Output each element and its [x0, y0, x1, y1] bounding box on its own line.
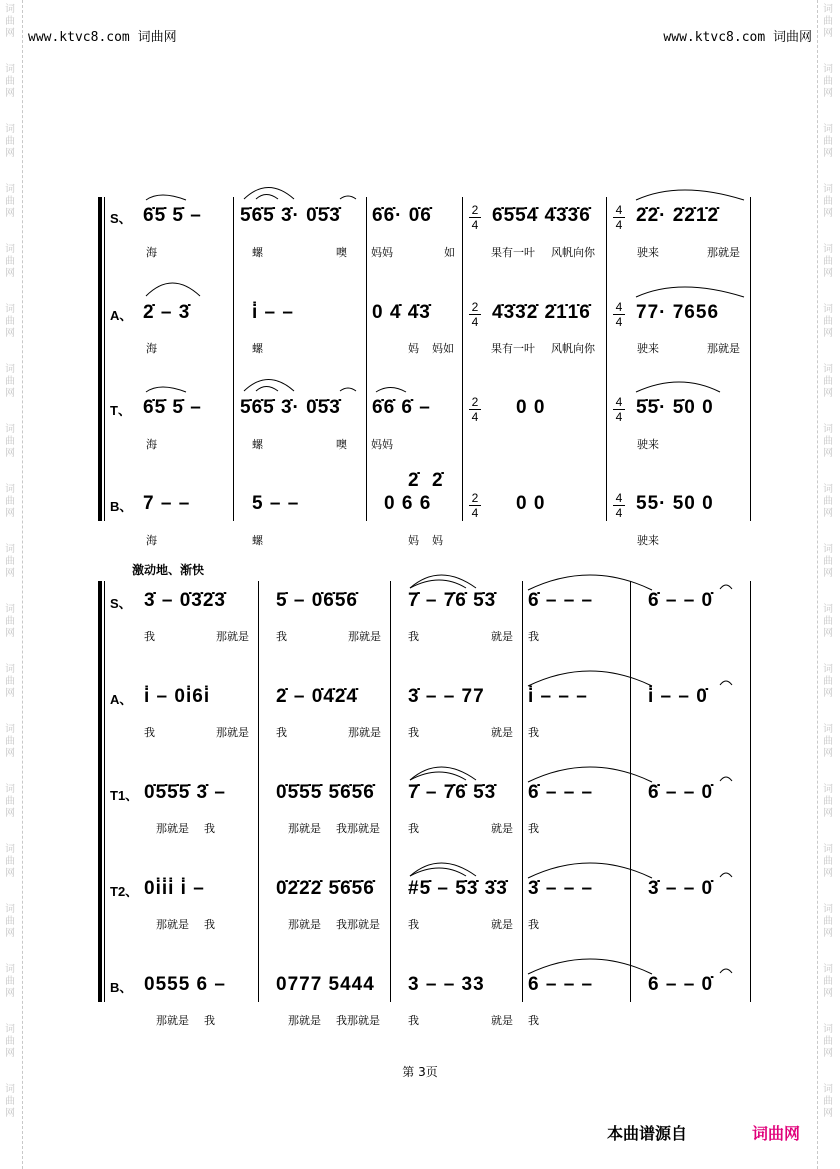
- lyric: 如: [444, 246, 455, 259]
- measure: 3 – – 33: [408, 974, 485, 995]
- measure: 6̇5̇5̇4̇ 4̇3̇3̇6̇: [492, 205, 591, 226]
- watermark-text: 词 曲 网: [5, 484, 15, 519]
- watermark-text: 词 曲 网: [5, 4, 15, 39]
- lyric: 我: [528, 630, 539, 643]
- lyric: 我: [408, 1014, 419, 1027]
- lyric: 我: [204, 822, 215, 835]
- lyric: 就是: [491, 918, 513, 931]
- lyric: 那就是: [707, 246, 740, 259]
- lyric: 妈: [408, 342, 419, 355]
- lyric: 海: [146, 438, 157, 451]
- measure: 0 4̇ 4̇3̇: [372, 302, 431, 323]
- watermark-text: 词 曲 网: [823, 304, 833, 339]
- watermark-text: 词 曲 网: [823, 4, 833, 39]
- measure: 6̇6̇ 6̇ –: [372, 397, 431, 418]
- measure: 6̇ – – 0̇: [648, 590, 714, 611]
- watermark-text: 词 曲 网: [823, 664, 833, 699]
- watermark-text: 词 曲 网: [5, 184, 15, 219]
- watermark-text: 词 曲 网: [5, 64, 15, 99]
- voice-label-alto: A、: [110, 308, 133, 323]
- measure: 0 0: [516, 493, 546, 514]
- time-signature: 4 4: [613, 300, 625, 329]
- time-signature: 4 4: [613, 491, 625, 520]
- measure: 5̇6̇5̇ 3̇· 0̇5̇3̇: [240, 205, 341, 226]
- lyric: 我那就是: [336, 1014, 380, 1027]
- measure: 6̇ – – –: [528, 782, 594, 803]
- lyric: 我: [528, 1014, 539, 1027]
- measure: 0 6 6: [384, 493, 432, 514]
- tempo-marking: 激动地、渐快: [132, 563, 205, 577]
- voice-label: S、: [110, 596, 132, 611]
- lyric: 我那就是: [336, 918, 380, 931]
- time-signature: 2 4: [469, 395, 481, 424]
- header-site-right[interactable]: www.ktvc8.com 词曲网: [663, 30, 812, 45]
- watermark-text: 词 曲 网: [823, 784, 833, 819]
- lyric: 我: [528, 918, 539, 931]
- watermark-text: 词 曲 网: [823, 484, 833, 519]
- lyric: 我: [276, 726, 287, 739]
- time-signature: 2 4: [469, 203, 481, 232]
- watermark-text: 词 曲 网: [823, 1024, 833, 1059]
- voice-label-tenor: T、: [110, 403, 131, 418]
- lyric: 妈妈: [371, 438, 393, 451]
- voice-label: A、: [110, 692, 133, 707]
- lyric: 我那就是: [336, 822, 380, 835]
- measure: 7̇ – 7̇6̇ 5̇3̇: [408, 590, 497, 611]
- lyric: 噢: [336, 246, 347, 259]
- watermark-text: 词 曲 网: [5, 124, 15, 159]
- lyric: 那就是: [288, 1014, 321, 1027]
- lyric: 那就是: [348, 630, 381, 643]
- watermark-text: 词 曲 网: [5, 1024, 15, 1059]
- measure: 3̇ – – 77: [408, 686, 485, 707]
- lyric: 果有一叶: [491, 342, 535, 355]
- lyric: 螺: [252, 246, 263, 259]
- watermark-text: 词 曲 网: [823, 604, 833, 639]
- measure: 6̇5̇ 5̇ –: [143, 397, 202, 418]
- voice-label: T1、: [110, 788, 139, 803]
- lyric: 那就是: [216, 726, 249, 739]
- header-site-left[interactable]: www.ktvc8.com 词曲网: [28, 30, 177, 45]
- lyric: 就是: [491, 1014, 513, 1027]
- measure: 7 – –: [143, 493, 191, 514]
- watermark-text: 词 曲 网: [823, 724, 833, 759]
- lyric: 海: [146, 342, 157, 355]
- measure: i̇ – – –: [528, 686, 588, 707]
- measure: 2̇ – 0̇4̇2̇4̇: [276, 686, 358, 707]
- watermark-text: 词 曲 网: [5, 604, 15, 639]
- lyric: 那就是: [156, 1014, 189, 1027]
- watermark-text: 词 曲 网: [823, 544, 833, 579]
- lyric: 妈如: [432, 342, 454, 355]
- voice-label-bass: B、: [110, 499, 133, 514]
- lyric: 我: [408, 726, 419, 739]
- measure: 4̇3̇3̇2̇ 2̇1̇1̇6̇: [492, 302, 591, 323]
- watermark-text: 词 曲 网: [5, 664, 15, 699]
- watermark-text: 词 曲 网: [5, 844, 15, 879]
- time-signature: 2 4: [469, 491, 481, 520]
- measure: 3̇ – – –: [528, 878, 594, 899]
- lyric: 那就是: [156, 918, 189, 931]
- measure: 5̇6̇5̇ 3̇· 0̇5̇3̇: [240, 397, 341, 418]
- lyric: 驶来: [637, 534, 659, 547]
- lyric: 我: [408, 630, 419, 643]
- lyric: 螺: [252, 438, 263, 451]
- measure: 6̇ – – 0̇: [648, 782, 714, 803]
- lyric: 妈妈: [371, 246, 393, 259]
- source-note: 本曲谱源自: [607, 1124, 688, 1143]
- measure: 6 – – –: [528, 974, 594, 995]
- lyric: 风帆向你: [551, 246, 595, 259]
- lyric: 驶来: [637, 246, 659, 259]
- lyric: 海: [146, 246, 157, 259]
- time-signature: 4 4: [613, 395, 625, 424]
- measure: 0̇2̇2̇2̇ 5̇6̇5̇6̇: [276, 878, 375, 899]
- watermark-text: 词 曲 网: [5, 724, 15, 759]
- measure: 0̇5̇5̇5̇ 3̇ –: [144, 782, 226, 803]
- watermark-text: 词 曲 网: [823, 244, 833, 279]
- measure: 0i̇i̇i̇ i̇ –: [144, 878, 205, 899]
- lyric: 螺: [252, 342, 263, 355]
- watermark-text: 词 曲 网: [5, 544, 15, 579]
- lyric: 那就是: [216, 630, 249, 643]
- lyric: 那就是: [156, 822, 189, 835]
- voice-label: B、: [110, 980, 133, 995]
- lyric: 就是: [491, 726, 513, 739]
- watermark-text: 词 曲 网: [5, 784, 15, 819]
- voice-label-soprano: S、: [110, 211, 132, 226]
- time-signature: 2 4: [469, 300, 481, 329]
- lyric: 那就是: [348, 726, 381, 739]
- measure: 55· 50 0: [636, 493, 714, 514]
- measure: i̇ – 0i̇6i̇: [144, 686, 211, 707]
- measure: i̇ – – 0̇: [648, 686, 708, 707]
- watermark-text: 词 曲 网: [823, 64, 833, 99]
- lyric: 那就是: [288, 918, 321, 931]
- lyric: 我: [408, 822, 419, 835]
- lyric: 驶来: [637, 342, 659, 355]
- lyric: 那就是: [707, 342, 740, 355]
- watermark-text: 词 曲 网: [823, 184, 833, 219]
- watermark-text: 词 曲 网: [823, 364, 833, 399]
- measure: i̇ – –: [252, 302, 294, 323]
- measure: 0̇5̇5̇5̇ 5̇6̇5̇6̇: [276, 782, 375, 803]
- lyric: 风帆向你: [551, 342, 595, 355]
- measure: 5̇ – 0̇6̇5̇6̇: [276, 590, 358, 611]
- time-signature: 4 4: [613, 203, 625, 232]
- watermark-text: 词 曲 网: [823, 844, 833, 879]
- measure: 2̇ – 3̇: [143, 302, 191, 323]
- brand-logo-text[interactable]: 词曲网: [752, 1124, 801, 1143]
- measure: 6̇5̇ 5̇ –: [143, 205, 202, 226]
- measure: 0555 6 –: [144, 974, 226, 995]
- watermark-text: 词 曲 网: [5, 1084, 15, 1119]
- lyric: 海: [146, 534, 157, 547]
- upper-note: 2̇: [408, 470, 420, 491]
- watermark-text: 词 曲 网: [823, 964, 833, 999]
- watermark-text: 词 曲 网: [823, 1084, 833, 1119]
- watermark-text: 词 曲 网: [5, 364, 15, 399]
- lyric: 我: [204, 1014, 215, 1027]
- lyric: 我: [408, 918, 419, 931]
- measure: 5̇5̇· 5̇0 0: [636, 397, 714, 418]
- measure: #5̇ – 5̇3̇ 3̇3̇: [408, 878, 508, 899]
- watermark-text: 词 曲 网: [5, 244, 15, 279]
- lyric: 我: [144, 630, 155, 643]
- lyric: 就是: [491, 630, 513, 643]
- measure: 3̇ – – 0̇: [648, 878, 714, 899]
- measure: 0777 5444: [276, 974, 375, 995]
- measure: 6̇ – – –: [528, 590, 594, 611]
- lyric: 果有一叶: [491, 246, 535, 259]
- measure: 3̇ – 0̇3̇2̇3̇: [144, 590, 226, 611]
- watermark-text: 词 曲 网: [5, 964, 15, 999]
- upper-note: 2̇: [432, 470, 444, 491]
- lyric: 妈: [432, 534, 443, 547]
- measure: 77· 7656: [636, 302, 720, 323]
- lyric: 我: [144, 726, 155, 739]
- watermark-text: 词 曲 网: [823, 124, 833, 159]
- measure: 6̇6̇· 0̇6̇: [372, 205, 432, 226]
- watermark-text: 词 曲 网: [5, 304, 15, 339]
- measure: 6 – – 0̇: [648, 974, 714, 995]
- measure: 7̇ – 7̇6̇ 5̇3̇: [408, 782, 497, 803]
- watermark-text: 词 曲 网: [5, 424, 15, 459]
- measure: 5 – –: [252, 493, 300, 514]
- watermark-text: 词 曲 网: [5, 904, 15, 939]
- page-number: 第 3页: [402, 1065, 438, 1079]
- lyric: 我: [528, 726, 539, 739]
- lyric: 螺: [252, 534, 263, 547]
- lyric: 我: [276, 630, 287, 643]
- measure: 2̇2̇· 2̇2̇1̇2̇: [636, 205, 720, 226]
- lyric: 噢: [336, 438, 347, 451]
- lyric: 我: [204, 918, 215, 931]
- lyric: 妈: [408, 534, 419, 547]
- watermark-text: 词 曲 网: [823, 904, 833, 939]
- voice-label: T2、: [110, 884, 139, 899]
- lyric: 就是: [491, 822, 513, 835]
- lyric: 我: [528, 822, 539, 835]
- measure: 0 0: [516, 397, 546, 418]
- lyric: 驶来: [637, 438, 659, 451]
- watermark-text: 词 曲 网: [823, 424, 833, 459]
- lyric: 那就是: [288, 822, 321, 835]
